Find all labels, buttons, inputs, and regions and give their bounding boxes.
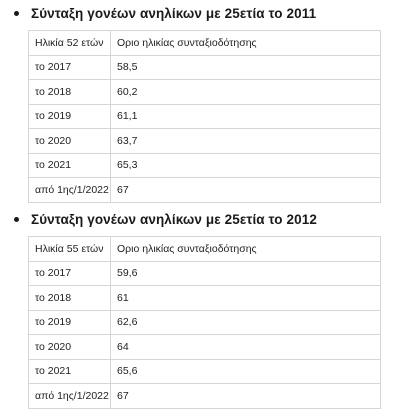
table-row [29, 129, 381, 154]
table-row [29, 335, 381, 360]
table-row [29, 384, 381, 409]
row-year: το 2017 [29, 261, 111, 286]
row-age-limit: 67 [111, 384, 381, 409]
section-heading-row [14, 4, 316, 22]
row-year: το 2019 [29, 310, 111, 335]
table-header-row [29, 31, 381, 56]
bullet-icon [14, 217, 19, 222]
row-age-limit: 60,2 [111, 80, 381, 105]
table-row [29, 310, 381, 335]
row-age-limit: 58,5 [111, 55, 381, 80]
table-row [29, 286, 381, 311]
row-age-limit: 62,6 [111, 310, 381, 335]
table-row [29, 55, 381, 80]
row-year: το 2020 [29, 129, 111, 154]
table-row [29, 261, 381, 286]
row-year: το 2017 [29, 55, 111, 80]
row-year: το 2018 [29, 286, 111, 311]
retirement-age-table [28, 30, 381, 203]
bullet-icon [14, 11, 19, 16]
row-year: το 2021 [29, 359, 111, 384]
row-year: το 2020 [29, 335, 111, 360]
row-year: το 2019 [29, 104, 111, 129]
section-heading: Σύνταξη γονέων ανηλίκων με 25ετία το 2012 [31, 211, 317, 227]
row-age-limit: 63,7 [111, 129, 381, 154]
table-row [29, 359, 381, 384]
row-year: από 1ης/1/2022 [29, 178, 111, 203]
table-row [29, 178, 381, 203]
row-year: το 2021 [29, 153, 111, 178]
header-retirement-limit: Οριο ηλικίας συνταξιοδότησης [111, 31, 381, 56]
row-age-limit: 65,3 [111, 153, 381, 178]
header-age: Ηλικία 55 ετών [29, 237, 111, 262]
table-header-row [29, 237, 381, 262]
row-year: από 1ης/1/2022 [29, 384, 111, 409]
row-age-limit: 61,1 [111, 104, 381, 129]
retirement-age-table [28, 236, 381, 409]
row-age-limit: 65,6 [111, 359, 381, 384]
section-heading-row [14, 210, 317, 228]
header-age: Ηλικία 52 ετών [29, 31, 111, 56]
table-row [29, 104, 381, 129]
header-retirement-limit: Οριο ηλικίας συνταξιοδότησης [111, 237, 381, 262]
table-row [29, 80, 381, 105]
row-age-limit: 67 [111, 178, 381, 203]
table-row [29, 153, 381, 178]
row-age-limit: 64 [111, 335, 381, 360]
row-year: το 2018 [29, 80, 111, 105]
section-heading: Σύνταξη γονέων ανηλίκων με 25ετία το 2011 [31, 5, 317, 21]
row-age-limit: 59,6 [111, 261, 381, 286]
row-age-limit: 61 [111, 286, 381, 311]
